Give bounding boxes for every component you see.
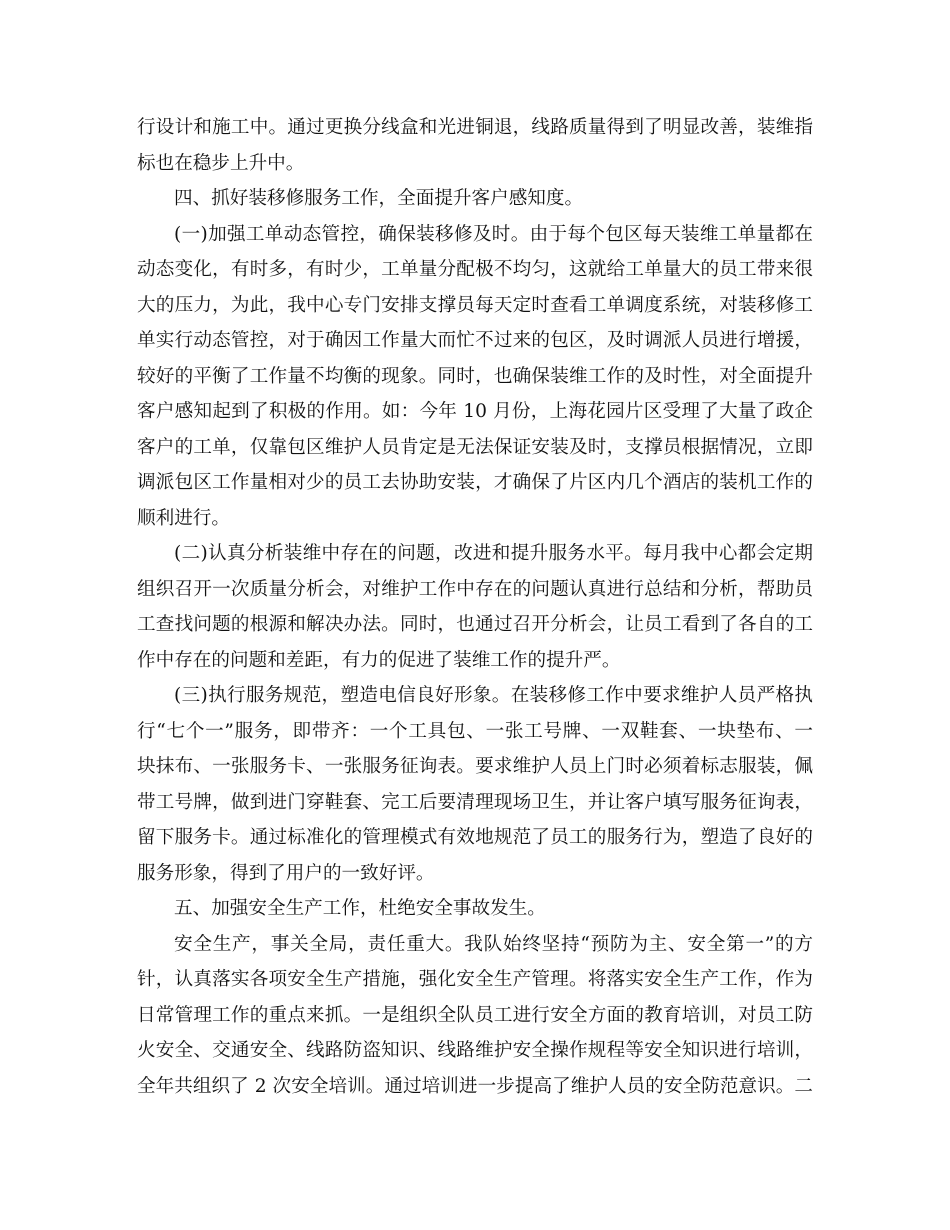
text-line: 带工号牌，做到进门穿鞋套、完工后要清理现场卫生，并让客户填写服务征询表， [137,791,813,813]
text-line: 标也在稳步上升中。 [137,152,305,174]
text-line: 组织召开一次质量分析会，对维护工作中存在的问题认真进行总结和分析，帮助员 [137,578,813,600]
text-line: 作中存在的问题和差距，有力的促进了装维工作的提升严。 [137,649,621,671]
text-line: 大的压力，为此，我中心专门安排支撑员每天定时查看工单调度系统，对装移修工 [137,294,813,316]
text-line: (一)加强工单动态管控，确保装移修及时。由于每个包区每天装维工单量都在 [174,223,813,245]
text-line: 行“七个一”服务，即带齐：一个工具包、一张工号牌、一双鞋套、一块垫布、一 [137,720,813,742]
text-line: 留下服务卡。通过标准化的管理模式有效地规范了员工的服务行为，塑造了良好的 [137,827,813,848]
text-line: 针，认真落实各项安全生产措施，强化安全生产管理。将落实安全生产工作，作为 [137,969,813,990]
document-body [137,110,813,1104]
text-line: 安全生产，事关全局，责任重大。我队始终坚持“预防为主、安全第一”的方 [174,933,813,955]
text-line: 客户的工单，仅靠包区维护人员肯定是无法保证安装及时，支撑员根据情况，立即 [137,436,813,458]
text-line: 较好的平衡了工作量不均衡的现象。同时，也确保装维工作的及时性，对全面提升 [137,365,813,387]
text-line: 单实行动态管控，对于确因工作量大而忙不过来的包区，及时调派人员进行增援， [137,330,813,351]
text-line: 工查找问题的根源和解决办法。同时，也通过召开分析会，让员工看到了各自的工 [137,614,813,635]
text-line: (三)执行服务规范，塑造电信良好形象。在装移修工作中要求维护人员严格执 [174,685,813,706]
text-line: 行设计和施工中。通过更换分线盒和光进铜退，线路质量得到了明显改善，装维指 [137,117,813,138]
text-line: 全年共组织了 2 次安全培训。通过培训进一步提高了维护人员的安全防范意识。二 [137,1075,813,1097]
text-line: 动态变化，有时多，有时少，工单量分配极不均匀，这就给工单量大的员工带来很 [137,259,813,280]
text-line: (二)认真分析装维中存在的问题，改进和提升服务水平。每月我中心都会定期 [174,543,813,564]
text-line: 客户感知起到了积极的作用。如：今年 10 月份，上海花园片区受理了大量了政企 [137,401,813,422]
text-line: 日常管理工作的重点来抓。一是组织全队员工进行安全方面的教育培训，对员工防 [137,1004,813,1026]
text-line: 顺利进行。 [137,507,230,529]
text-line: 四、抓好装移修服务工作，全面提升客户感知度。 [174,188,584,209]
text-line: 块抹布、一张服务卡、一张服务征询表。要求维护人员上门时必须着标志服装，佩 [137,756,813,777]
text-line: 五、加强安全生产工作，杜绝安全事故发生。 [174,898,546,919]
text-line: 火安全、交通安全、线路防盗知识、线路维护安全操作规程等安全知识进行培训， [137,1040,813,1061]
text-line: 调派包区工作量相对少的员工去协助安装，才确保了片区内几个酒店的装机工作的 [137,472,813,493]
text-line: 服务形象，得到了用户的一致好评。 [137,862,435,884]
